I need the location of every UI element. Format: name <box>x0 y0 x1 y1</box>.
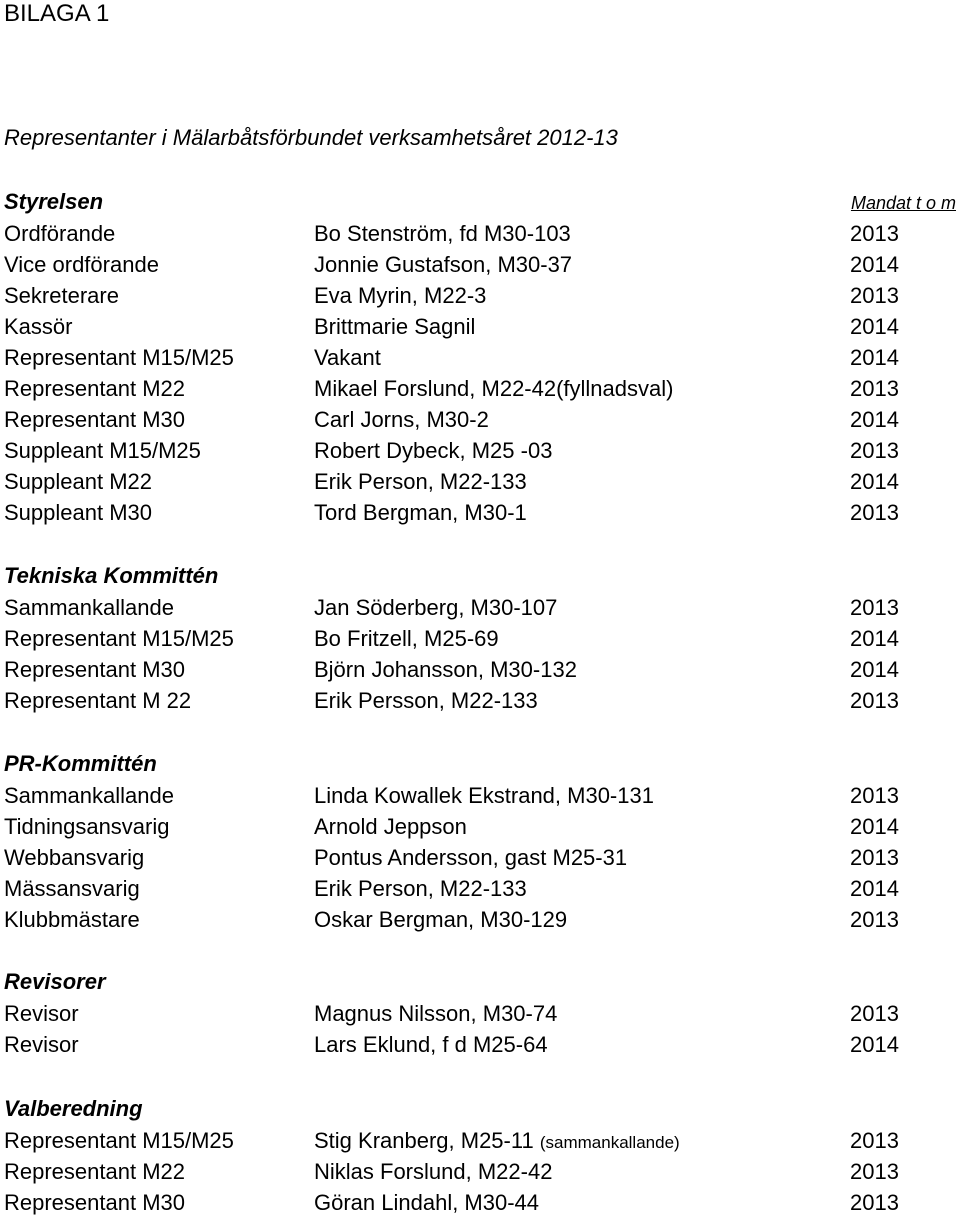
person-cell <box>314 435 552 466</box>
person-cell <box>314 373 673 404</box>
table-row <box>0 1029 960 1060</box>
person-name: Eva Myrin, M22-3 <box>314 283 487 308</box>
table-row <box>0 654 960 685</box>
section-title: Styrelsen <box>4 189 104 214</box>
appendix-label: BILAGA 1 <box>4 0 110 27</box>
table-row <box>0 842 960 873</box>
table-row <box>0 1125 960 1156</box>
person-name: Linda Kowallek Ekstrand, M30-131 <box>314 783 654 808</box>
person-name: Bo Fritzell, M25-69 <box>314 626 499 651</box>
table-row <box>0 904 960 935</box>
person-cell <box>314 466 527 497</box>
mandate-year-cell: 2013 <box>850 1159 899 1184</box>
person-cell <box>314 1029 548 1060</box>
table-row <box>0 404 960 435</box>
mandate-year-cell: 2014 <box>850 345 899 370</box>
role-cell: Representant M15/M25 <box>4 1128 234 1153</box>
role-cell: Kassör <box>4 314 73 339</box>
section-title: Tekniska Kommittén <box>4 563 219 588</box>
person-name: Stig Kranberg, M25-11 <box>314 1128 534 1153</box>
table-row <box>0 280 960 311</box>
person-cell <box>314 218 571 249</box>
person-cell <box>314 842 627 873</box>
person-cell <box>314 592 557 623</box>
person-name: Oskar Bergman, M30-129 <box>314 907 568 932</box>
person-cell <box>314 404 489 435</box>
person-cell <box>314 904 567 935</box>
mandate-year-cell: 2013 <box>850 845 899 870</box>
table-row <box>0 497 960 528</box>
role-cell: Revisor <box>4 1032 79 1057</box>
role-cell: Representant M30 <box>4 407 185 432</box>
mandate-year-cell: 2014 <box>850 1032 899 1057</box>
section-title: PR-Kommittén <box>4 751 157 776</box>
role-cell: Revisor <box>4 1001 79 1026</box>
table-row <box>0 873 960 904</box>
section-title: Valberedning <box>4 1096 143 1121</box>
role-cell: Webbansvarig <box>4 845 145 870</box>
mandate-year-cell: 2013 <box>850 376 899 401</box>
mandate-year-cell: 2014 <box>850 469 899 494</box>
person-cell <box>314 1156 552 1187</box>
person-name: Bo Stenström, fd M30-103 <box>314 221 571 246</box>
person-cell <box>314 342 381 373</box>
table-row <box>0 998 960 1029</box>
person-name: Magnus Nilsson, M30-74 <box>314 1001 558 1026</box>
table-row <box>0 342 960 373</box>
mandate-year-cell: 2013 <box>850 783 899 808</box>
mandate-year-cell: 2014 <box>850 814 899 839</box>
person-name: Björn Johansson, M30-132 <box>314 657 577 682</box>
person-name: Brittmarie Sagnil <box>314 314 476 339</box>
role-cell: Representant M30 <box>4 1190 185 1215</box>
table-row <box>0 218 960 249</box>
mandate-year-cell: 2013 <box>850 1128 899 1153</box>
table-row <box>0 1156 960 1187</box>
role-cell: Representant M 22 <box>4 688 192 713</box>
person-name: Carl Jorns, M30-2 <box>314 407 489 432</box>
table-row <box>0 311 960 342</box>
mandate-year-cell: 2014 <box>850 314 899 339</box>
person-name: Niklas Forslund, M22-42 <box>314 1159 553 1184</box>
person-name: Jan Söderberg, M30-107 <box>314 595 558 620</box>
table-row <box>0 466 960 497</box>
role-cell: Sammankallande <box>4 595 174 620</box>
mandate-year-cell: 2013 <box>850 283 899 308</box>
role-cell: Tidningsansvarig <box>4 814 170 839</box>
role-cell: Suppleant M30 <box>4 500 152 525</box>
person-cell <box>314 1125 680 1158</box>
person-name: Tord Bergman, M30-1 <box>314 500 527 525</box>
mandate-year-cell: 2013 <box>850 595 899 620</box>
section-title: Revisorer <box>4 969 106 994</box>
person-name: Vakant <box>314 345 381 370</box>
person-cell <box>314 685 538 716</box>
person-cell <box>314 1187 539 1218</box>
mandate-column-header: Mandat t o m <box>850 193 956 213</box>
person-cell <box>314 497 527 528</box>
person-name: Göran Lindahl, M30-44 <box>314 1190 540 1215</box>
table-row <box>0 435 960 466</box>
role-cell: Ordförande <box>4 221 116 246</box>
mandate-year-cell: 2014 <box>850 626 899 651</box>
role-cell: Representant M22 <box>4 376 185 401</box>
mandate-year-cell: 2013 <box>850 438 899 463</box>
person-cell <box>314 780 654 811</box>
table-row <box>0 1187 960 1218</box>
person-name: Erik Person, M22-133 <box>314 469 527 494</box>
person-name: Mikael Forslund, M22-42(fyllnadsval) <box>314 376 674 401</box>
person-name: Pontus Andersson, gast M25-31 <box>314 845 628 870</box>
person-note: (sammankallande) <box>539 1133 680 1152</box>
person-cell <box>314 623 499 654</box>
person-name: Jonnie Gustafson, M30-37 <box>314 252 573 277</box>
role-cell: Representant M15/M25 <box>4 345 234 370</box>
role-cell: Vice ordförande <box>4 252 159 277</box>
person-name: Robert Dybeck, M25 -03 <box>314 438 553 463</box>
person-cell <box>314 998 557 1029</box>
table-row <box>0 249 960 280</box>
document-title: Representanter i Mälarbåtsförbundet verksamhetsåret 2012-13 <box>4 125 618 150</box>
role-cell: Representant M15/M25 <box>4 626 234 651</box>
person-name: Erik Person, M22-133 <box>314 876 527 901</box>
person-name: Erik Persson, M22-133 <box>314 688 538 713</box>
person-cell <box>314 249 572 280</box>
role-cell: Sekreterare <box>4 283 119 308</box>
mandate-year-cell: 2014 <box>850 876 899 901</box>
role-cell: Suppleant M15/M25 <box>4 438 201 463</box>
person-cell <box>314 280 486 311</box>
mandate-year-cell: 2014 <box>850 407 899 432</box>
table-row <box>0 780 960 811</box>
table-row <box>0 623 960 654</box>
role-cell: Representant M22 <box>4 1159 185 1184</box>
person-cell <box>314 654 577 685</box>
table-row <box>0 592 960 623</box>
role-cell: Suppleant M22 <box>4 469 152 494</box>
person-cell <box>314 811 467 842</box>
table-row <box>0 685 960 716</box>
mandate-year-cell: 2013 <box>850 221 899 246</box>
role-cell: Sammankallande <box>4 783 174 808</box>
role-cell: Mässansvarig <box>4 876 140 901</box>
person-name: Arnold Jeppson <box>314 814 467 839</box>
role-cell: Representant M30 <box>4 657 185 682</box>
mandate-year-cell: 2013 <box>850 688 899 713</box>
mandate-year-cell: 2013 <box>850 1190 899 1215</box>
mandate-year-cell: 2014 <box>850 657 899 682</box>
person-cell <box>314 311 475 342</box>
mandate-year-cell: 2013 <box>850 1001 899 1026</box>
role-cell: Klubbmästare <box>4 907 140 932</box>
mandate-year-cell: 2014 <box>850 252 899 277</box>
mandate-year-cell: 2013 <box>850 500 899 525</box>
mandate-year-cell: 2013 <box>850 907 899 932</box>
table-row <box>0 373 960 404</box>
person-name: Lars Eklund, f d M25-64 <box>314 1032 548 1057</box>
table-row <box>0 811 960 842</box>
person-cell <box>314 873 527 904</box>
